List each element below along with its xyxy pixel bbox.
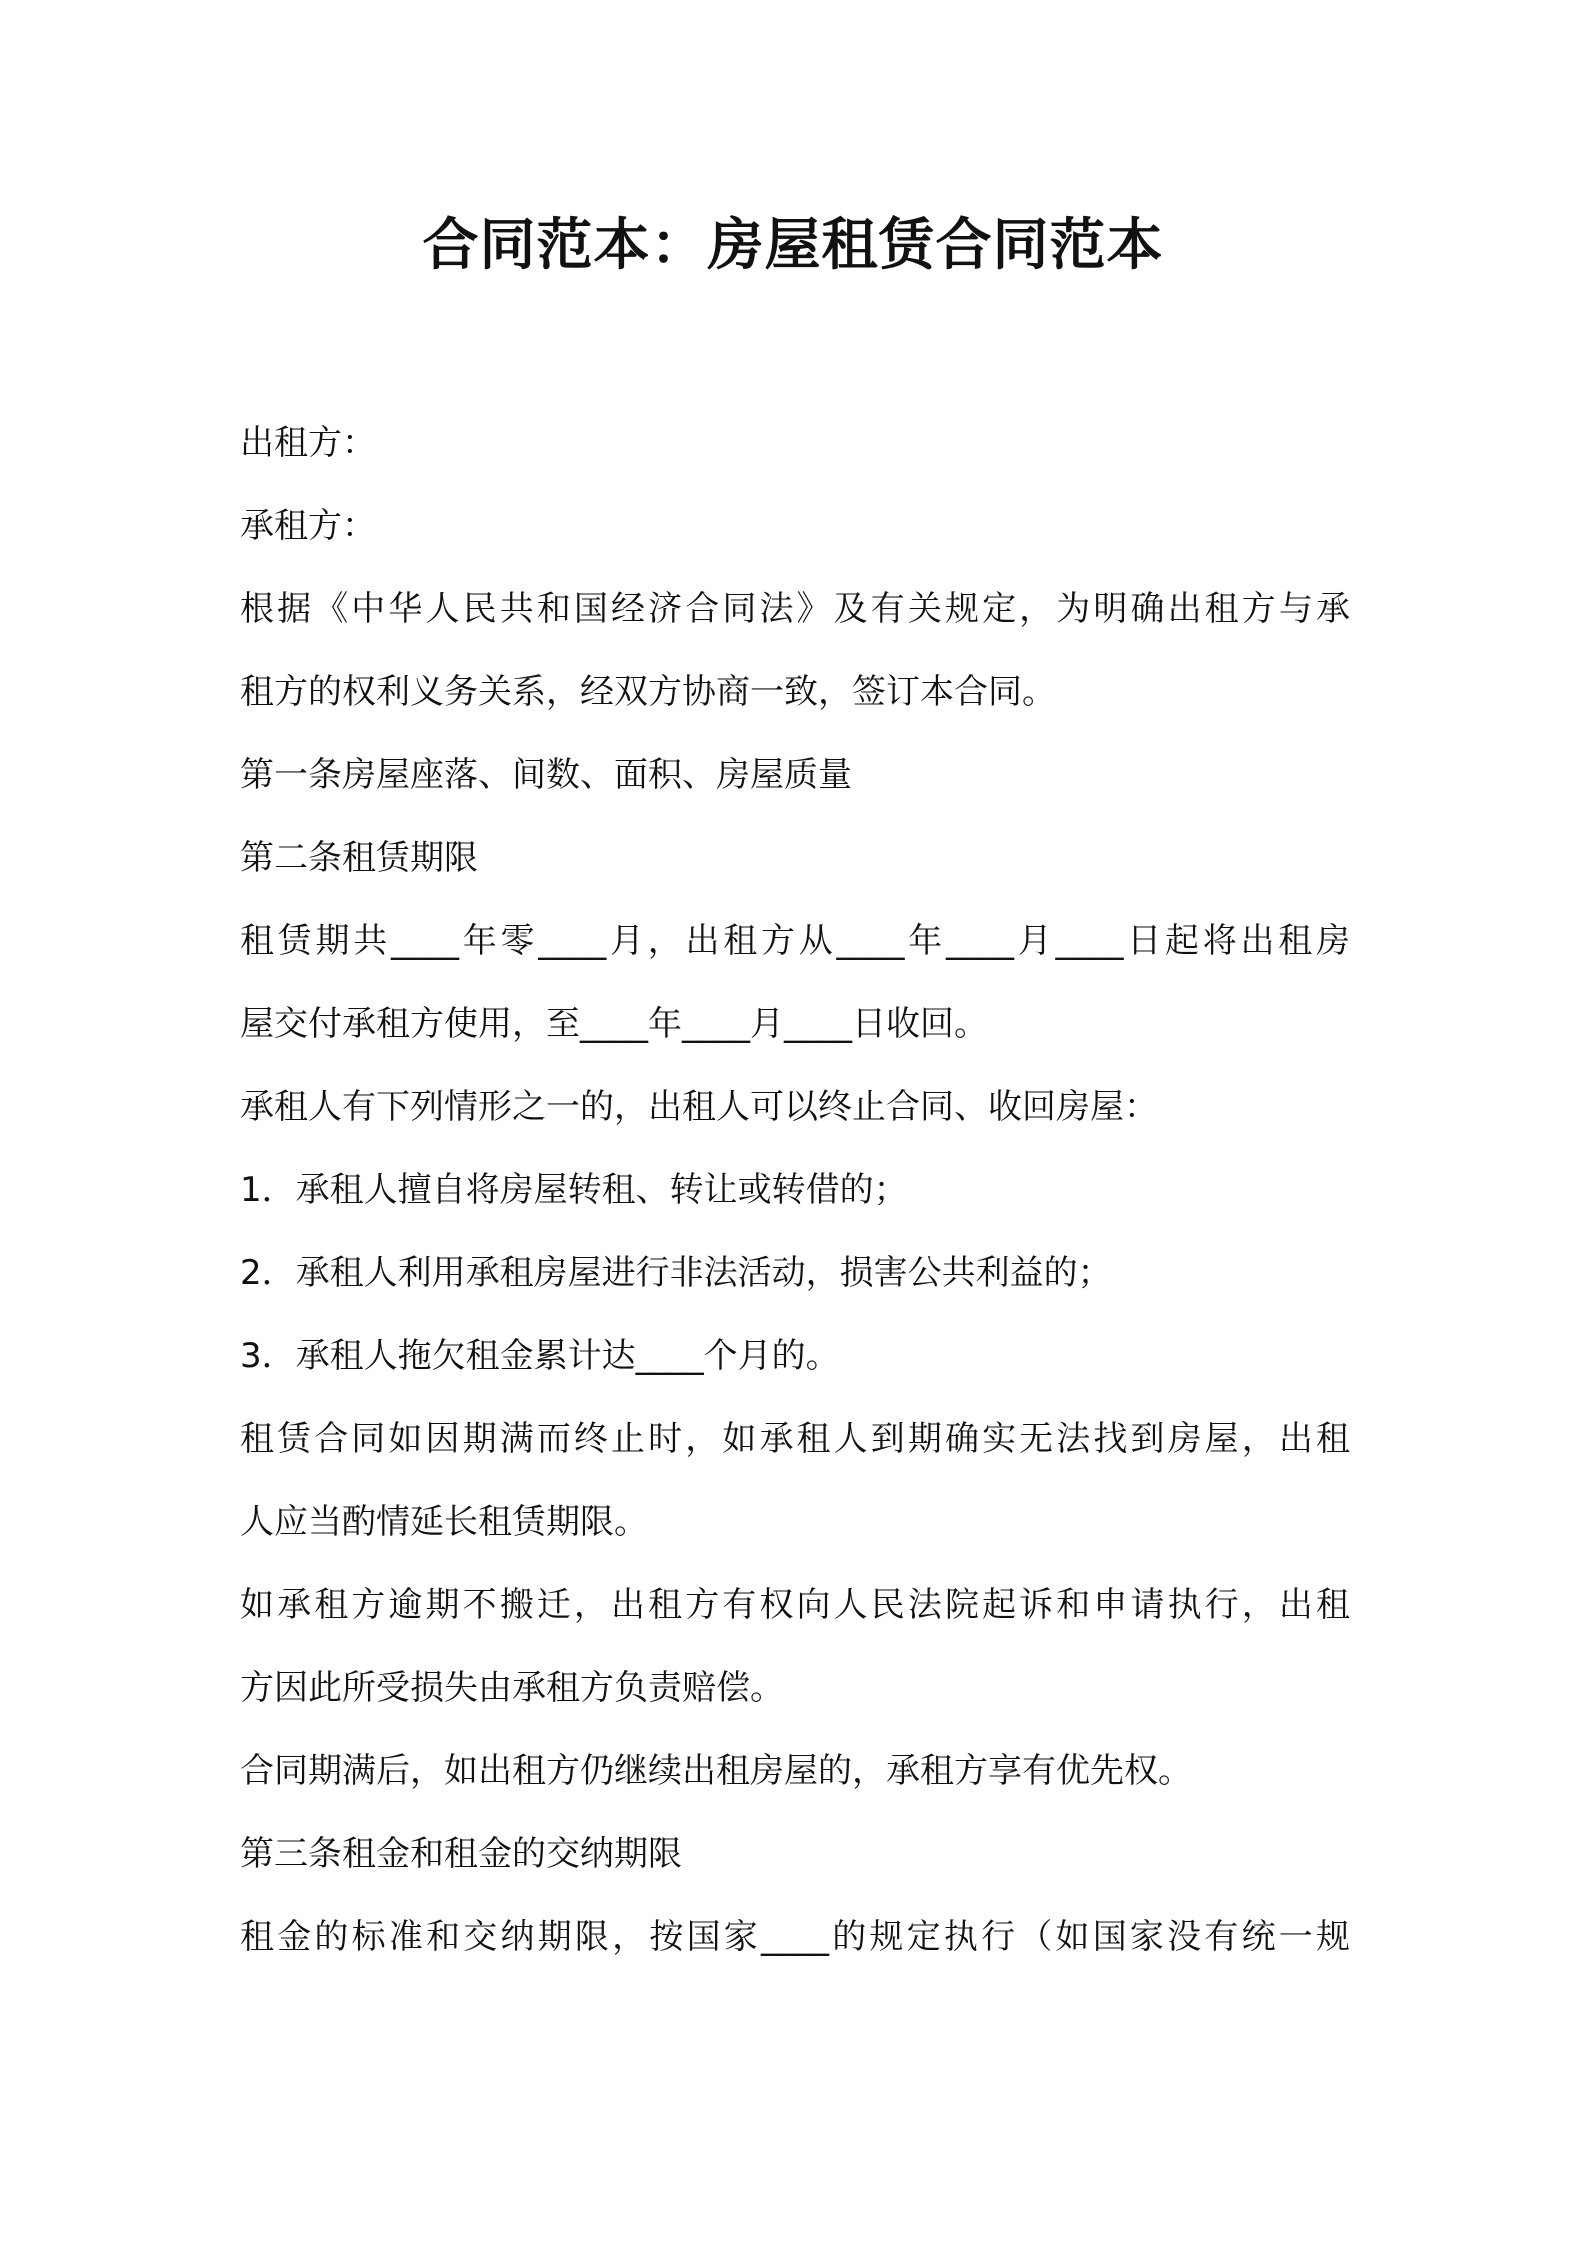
- priority-clause: 合同期满后，如出租方仍继续出租房屋的，承租方享有优先权。: [240, 1751, 1192, 1791]
- termination-conditions-intro: 承租人有下列情形之一的，出租人可以终止合同、收回房屋：: [240, 1087, 1158, 1127]
- termination-condition-1: 1．承租人擅自将房屋转租、转让或转借的；: [240, 1170, 908, 1210]
- lessor-label: 出租方：: [240, 423, 376, 463]
- document-title: 合同范本：房屋租赁合同范本: [422, 213, 1164, 278]
- expiry-clause-line-1: 租赁合同如因期满而终止时，如承租人到期确实无法找到房屋，出租: [240, 1419, 1350, 1459]
- lessee-label: 承租方：: [240, 506, 376, 546]
- article-3-heading: 第三条租金和租金的交纳期限: [240, 1834, 682, 1874]
- overstay-clause-line-2: 方因此所受损失由承租方负责赔偿。: [240, 1668, 784, 1708]
- preamble-line-2: 租方的权利义务关系，经双方协商一致，签订本合同。: [240, 672, 1056, 712]
- preamble-line-1: 根据《中华人民共和国经济合同法》及有关规定，为明确出租方与承: [240, 589, 1350, 629]
- document-body: [240, 402, 1350, 1979]
- termination-condition-3: 3．承租人拖欠租金累计达____个月的。: [240, 1336, 840, 1376]
- termination-condition-2: 2．承租人利用承租房屋进行非法活动，损害公共利益的；: [240, 1253, 1112, 1293]
- lease-term-line-2: 屋交付承租方使用，至____年____月____日收回。: [240, 1004, 988, 1044]
- overstay-clause-line-1: 如承租方逾期不搬迁，出租方有权向人民法院起诉和申请执行，出租: [240, 1585, 1350, 1625]
- rent-standard-line-1: 租金的标准和交纳期限，按国家____的规定执行（如国家没有统一规: [240, 1917, 1350, 1957]
- expiry-clause-line-2: 人应当酌情延长租赁期限。: [240, 1502, 648, 1542]
- lease-term-line-1: 租赁期共____年零____月，出租方从____年____月____日起将出租房: [240, 921, 1350, 961]
- article-2-heading: 第二条租赁期限: [240, 838, 478, 878]
- article-1-heading: 第一条房屋座落、间数、面积、房屋质量: [240, 755, 852, 795]
